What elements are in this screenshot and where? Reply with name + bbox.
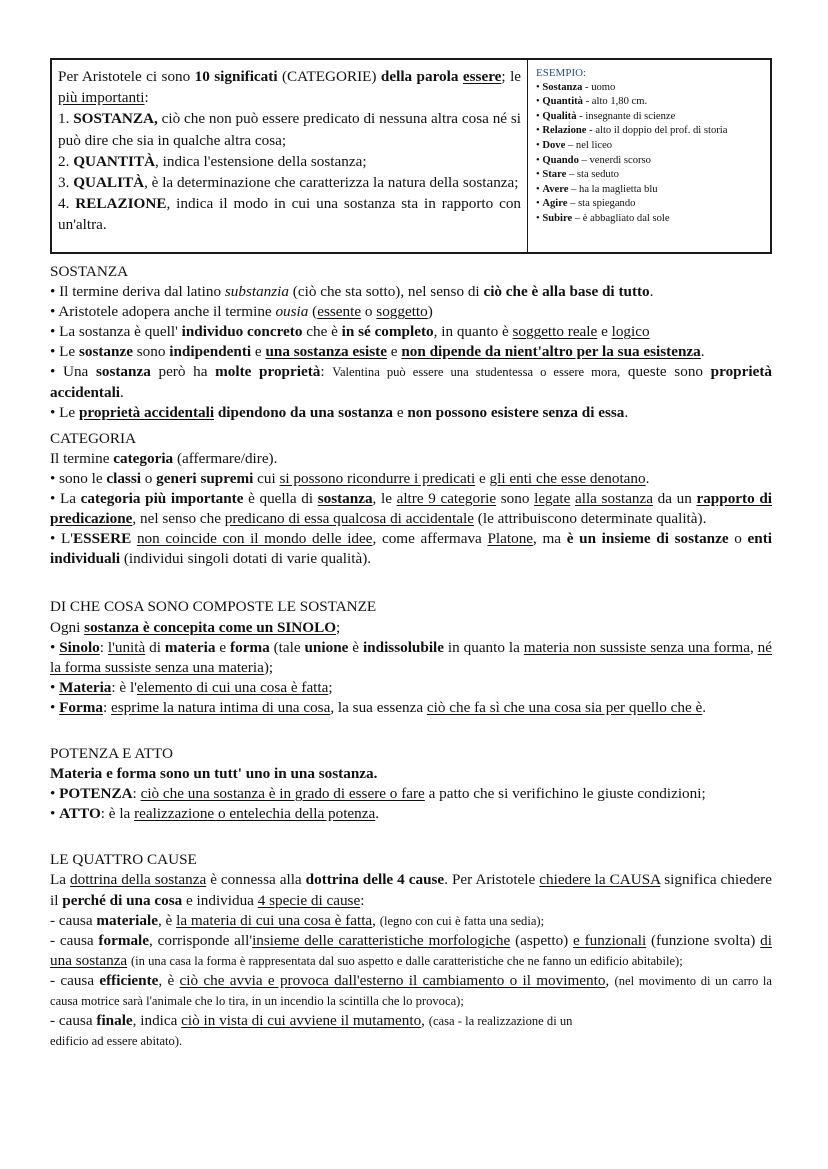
category-item: 1. SOSTANZA, ciò che non può essere predicato di nessuna altra cosa né si può dire che sia in qualche altra cosa; [58, 110, 521, 149]
section-quattro-cause [50, 850, 772, 1051]
paragraph: La dottrina della sostanza è connessa alla dottrina delle 4 cause. Per Aristotele chiedere la CAUSA significa chiedere il perché di una cosa e individua 4 specie di cause: [50, 871, 772, 909]
example-item: • Relazione - alto il doppio del prof. di storia [536, 125, 728, 137]
paragraph: • Le proprietà accidentali dipendono da una sostanza e non possono esistere senza di essa. [50, 403, 629, 421]
paragraph: Il termine categoria (affermare/dire). [50, 449, 278, 467]
paragraph: - causa materiale, è la materia di cui una cosa è fatta, (legno con cui è fatta una sedia); [50, 911, 545, 929]
paragraph: • POTENZA: ciò che una sostanza è in grado di essere o fare a patto che si verifichino le giuste condizioni; [50, 785, 706, 803]
paragraph: • Sinolo: l'unità di materia e forma (tale unione è indissolubile in quanto la materia non sussiste senza una forma, né la forma sussiste senza una materia); [50, 638, 772, 676]
section-heading: CATEGORIA [50, 429, 137, 447]
category-item: 3. QUALITÀ, è la determinazione che caratterizza la natura della sostanza; [58, 174, 519, 192]
paragraph: • sono le classi o generi supremi cui si possono ricondurre i predicati e gli enti che esse denotano. [50, 469, 650, 487]
example-item: • Qualità - insegnante di scienze [536, 110, 676, 122]
example-panel [528, 60, 770, 252]
example-item: • Subire – è abbagliato dal sole [536, 212, 670, 224]
paragraph: • Una sostanza però ha molte proprietà: Valentina può essere una studentessa o essere mora, queste sono proprietà accidentali. [50, 363, 772, 401]
document-page [50, 58, 772, 1051]
paragraph: • La categoria più importante è quella di sostanza, le altre 9 categorie sono legate alla sostanza da un rapporto di predicazione, nel senso che predicano di essa qualcosa di accidentale (le attribuiscono determinate qualità). [50, 490, 772, 528]
example-item: • Agire – sta spiegando [536, 198, 636, 210]
categories-summary [52, 60, 528, 252]
paragraph: Ogni sostanza è concepita come un SINOLO; [50, 618, 341, 636]
paragraph: - causa formale, corrisponde all'insieme delle caratteristiche morfologiche (aspetto) e funzionali (funzione svolta) di una sostanza (in una casa la forma è rappresentata dal suo aspetto e dalle caratteristiche che ne fanno un edificio abitabile); [50, 931, 772, 969]
section-potenza-atto [50, 744, 772, 824]
paragraph: Materia e forma sono un tutt' uno in una sostanza. [50, 765, 378, 783]
paragraph: • ATTO: è la realizzazione o entelechia della potenza. [50, 805, 380, 823]
section-sostanza [50, 262, 772, 423]
category-item: 4. RELAZIONE, indica il modo in cui una sostanza sta in rapporto con un'altra. [58, 195, 522, 234]
paragraph: • Il termine deriva dal latino substanzia (ciò che sta sotto), nel senso di ciò che è alla base di tutto. [50, 283, 654, 301]
paragraph: • Materia: è l'elemento di cui una cosa è fatta; [50, 678, 333, 696]
section-heading: SOSTANZA [50, 263, 129, 280]
paragraph: • La sostanza è quell' individuo concreto che è in sé completo, in quanto è soggetto reale e logico [50, 323, 650, 341]
section-categoria [50, 429, 772, 570]
categories-box [50, 58, 772, 254]
example-item: • Dove – nel liceo [536, 139, 613, 151]
example-title: ESEMPIO: [536, 67, 587, 79]
paragraph: - causa finale, indica ciò in vista di cui avviene il mutamento, (casa - la realizzazione di un edificio ad essere abitato). [50, 1012, 573, 1049]
section-composte [50, 597, 772, 718]
paragraph: • Le sostanze sono indipendenti e una sostanza esiste e non dipende da nient'altro per la sua esistenza. [50, 343, 705, 361]
paragraph: - causa efficiente, è ciò che avvia e provoca dall'esterno il cambiamento o il movimento, (nel movimento di un carro la causa motrice sarà l'animale che lo tira, in un incendio la scintilla che lo provoca); [50, 971, 773, 1008]
paragraph: • Forma: esprime la natura intima di una cosa, la sua essenza ciò che fa sì che una cosa sia per quello che è. [50, 698, 707, 716]
paragraph: • L'ESSERE non coincide con il mondo delle idee, come affermava Platone, ma è un insieme di sostanze o enti individuali (individui singoli dotati di varie qualità). [50, 530, 772, 568]
example-item: • Quando – venerdì scorso [536, 154, 651, 166]
section-heading: LE QUATTRO CAUSE [50, 851, 197, 869]
section-heading: POTENZA E ATTO [50, 744, 173, 762]
intro-line: Per Aristotele ci sono 10 significati (CATEGORIE) della parola essere; le più importanti: [58, 68, 522, 107]
example-item: • Sostanza - uomo [536, 81, 616, 93]
example-item: • Stare – sta seduto [536, 169, 619, 181]
example-item: • Quantità - alto 1,80 cm. [536, 96, 648, 108]
example-item: • Avere – ha la maglietta blu [536, 183, 658, 195]
section-heading: DI CHE COSA SONO COMPOSTE LE SOSTANZE [50, 598, 377, 616]
category-item: 2. QUANTITÀ, indica l'estensione della sostanza; [58, 152, 367, 170]
paragraph: • Aristotele adopera anche il termine ousia (essente o soggetto) [50, 303, 433, 321]
